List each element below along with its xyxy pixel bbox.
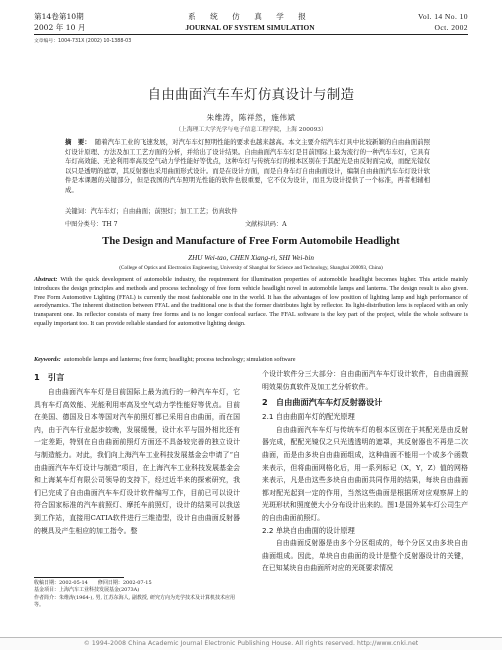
keywords-en [34, 356, 468, 365]
section-1-heading: 1 引言 [34, 372, 65, 382]
header-center [150, 11, 350, 33]
affiliation-cn: （上海理工大学光学与电子信息工程学院，上海 200093） [175, 127, 327, 133]
authors-en: ZHU Wei-tao, CHEN Xiang-ri, SHI Wei-bin [188, 254, 314, 262]
date-cn: 2002 年 10 月 [34, 23, 86, 32]
date-en: Oct. 2002 [434, 23, 468, 32]
keywords-en-text: automobile lamps and lanterns; free form; headlight; process technology; simulation software [63, 356, 296, 363]
classification-line [65, 219, 430, 228]
journal-name-cn: 系 统 仿 真 学 报 [188, 12, 312, 21]
abstract-cn-text: 随着汽车工业的飞速发展，对汽车车灯照明性能的要求也越来越高。本文主要介绍汽车灯具中比较新颖的自由曲面前照灯设计原理、方法及加工工艺方面的分析，并给出了设计结果。自由曲面汽车车灯是目前国际上最为流行的一种汽车车灯，它具有车灯高效能、无论利用率高及空气动力学性能好等优点，这种车灯与传统车灯的根本区别在于其配光是由反射面完成，而配光镜仅以只是透明的遮罩，其反射器也采用曲面形式设计。而是在设计方面，而是自身车灯自由曲面设计，编制自由曲面汽车车灯设计软件是本课题的关键部分，但是我国的汽车照明光性能的软件也很重要，它不仅为设计，而且为设计提供了一个标准，再者相辅相成。 [65, 138, 431, 194]
volume-issue-en: Vol. 14 No. 10 [418, 12, 468, 21]
volume-issue-cn: 第14卷第10期 [34, 12, 84, 21]
authors-cn: 朱维涛，陈祥然，施伟斌 [206, 113, 296, 122]
section-1-paragraph: 自由曲面汽车车灯是目前国际上最为流行的一种汽车车灯，它具有车灯高效能、光能利用率高及空气动力学性能好等优点。目前在美国、德国及日本等国对汽车前照灯都已采用自由曲面，而在国内，由于汽车行业起步较晚，发展缓慢，设计水平与国外相比还有一定差距，特别在自由曲面前照灯方面还不具备较完善的独立设计与制造能力。对此，我们向上海汽车工业科技发展基金会申请了“自由曲面汽车车灯设计与制造”项目，在上海汽车工业科技发展基金会和上海某车灯有限公司领导的支持下，经过近半来的探索研究，我们已完成了自由曲面汽车车灯设计软件编写工作，目前已可以设计符合国家标准的汽车前照灯、摩托车前照灯，设计的结果可以我送到工作站，直接用CATIA软件进行三维造型，设计自由曲面反射器的模具及产生相应的加工指令。整 [34, 388, 240, 535]
footnote-author-bio: 作者简介：朱维涛(1964-), 男, 江苏东海人, 副教授, 研究方向为光学技术及计算机技术应用等。 [34, 594, 236, 609]
section-2-2-paragraph: 自由曲面反射器是由多个分区组成的，每个分区又由多块自由曲面组成。因此，单块自由曲面的设计是整个反射器设计的关键，在已知某块自由曲面所对应的光斑要求情况 [262, 539, 468, 573]
section-2-1-heading: 2.1 自由曲面车灯的配光原理 [262, 412, 355, 422]
abstract-en-text: With the quick development of automobile industry, the requirement for illumination properties of automobile headlight becomes higher. This article mainly introduces the design principles and methods and process technology of free form vehicle headlight novel in automobile lamps and lanterns. The design result is also given. Free Form Automotive Lighting (FFAL) is currently the most fashionable one in the world. It has the advantages of low position of lighting lamp and high performance of aerodynamics. The inherent distinction between FFAL and the traditional one is that the former distributes light by reflector. Its light-distribution lens is replaced with an only transparent one. Its reflector consists of many free forms and is no longer confocal surface. The FFAL software is the key part of the project, while the whole software is equally important too. It can provide reliable standard for automotive lighting design. [34, 276, 468, 327]
header-left [34, 11, 85, 33]
keywords-en-label: Keywords: [34, 356, 61, 363]
document-code: 文献标识码：A [245, 221, 287, 228]
body-column-right [262, 368, 468, 575]
abstract-en [34, 276, 468, 329]
section-1-paragraph-continued: 个设计软件分三大部分：自由曲面汽车车灯设计软件，自由曲面照明效果仿真软件及加工艺分析软件。 [262, 370, 468, 391]
article-file-number: 文章编号：1004-731X (2002) 10-1388-03 [34, 39, 132, 44]
header-rule [34, 34, 468, 35]
abstract-cn-label: 摘 要： [65, 138, 91, 146]
title-cn: 自由曲面汽车车灯仿真设计与制造 [147, 88, 355, 103]
affiliation-en: (College of Optics and Electronics Engineering, University of Shanghai for Science and Technology, Shanghai 200093, China) [119, 265, 383, 271]
copyright-bar [0, 637, 502, 650]
header-right [418, 11, 468, 33]
keywords-cn [65, 207, 430, 217]
footnote-fund: 基金项目：上海汽车工业科技发展基金(2073A) [34, 587, 140, 594]
abstract-en-label: Abstract: [34, 276, 58, 283]
copyright-text: © 1994-2008 China Academic Journal Electronic Publishing House. All rights reserved. http://www.cnki.net [83, 640, 419, 647]
section-2-heading: 2 自由曲面汽车车灯反射器设计 [262, 397, 383, 408]
body-column-left [34, 368, 240, 537]
title-en: The Design and Manufacture of Free Form Automobile Headlight [102, 236, 400, 247]
journal-name-en: JOURNAL OF SYSTEM SIMULATION [185, 23, 315, 32]
section-2-1-paragraph: 自由曲面汽车车灯与传统车灯的根本区别在于其配光是由反射器完成，配配光镜仅之只光透透明的遮罩，其反射器也不再是二次曲面，而是由多块自由曲面组成，这种曲面不能用一个或多个函数来表示，但将曲面网格化后，用一系列标记（X，Y，Z）值的网格来表示，凡是由这些多块自由曲面共同作用的结果，每块自由曲面都对配光起到一定的作用，当然这些曲面是根据所对应观察屏上的光斑形状和照度使大小分布设计出来的。图1是国外某车灯公司生产的自由曲面前照灯。 [262, 425, 468, 522]
keywords-cn-label: 关键词： [65, 207, 91, 215]
section-2-2-heading: 2.2 单块自由曲面的设计原理 [262, 525, 355, 535]
class-number: 中图分类号：TH 7 [65, 221, 118, 228]
footnote-rule [34, 577, 124, 578]
abstract-cn [65, 138, 430, 196]
keywords-cn-text: 汽车车灯；自由曲面；前照灯；加工工艺；仿真软件 [90, 207, 238, 215]
footnote-received: 收稿日期：2002-05-14 修回日期：2002-07-15 [34, 580, 152, 586]
footnote [34, 580, 244, 610]
